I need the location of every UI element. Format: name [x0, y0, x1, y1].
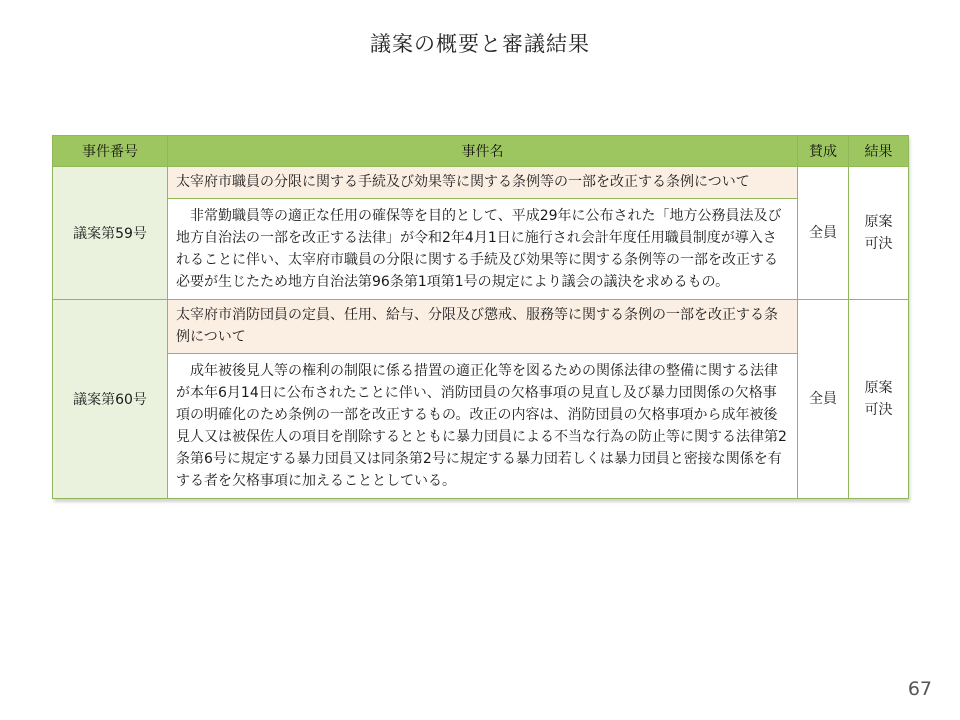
bill-title-cell: 太宰府市職員の分限に関する手続及び効果等に関する条例等の一部を改正する条例について	[168, 167, 798, 199]
bill-summary-cell: 成年被後見人等の権利の制限に係る措置の適正化等を図るための関係法律の整備に関する法律が本年6月14日に公布されたことに伴い、消防団員の欠格事項の見直し及び暴力団関係の欠格事項の明確化のため条例の一部を改正するもの。改正の内容は、消防団員の欠格事項から成年被後見人又は被保佐人の項目を削除するとともに暴力団員による不当な行為の防止等に関する法律第2条第6号に規定する暴力団員又は同条第2号に規定する暴力団若しくは暴力団員と密接な関係を有する者を欠格事項に加えることとしている。	[168, 354, 798, 499]
header-bill-name: 事件名	[168, 136, 798, 167]
table-row	[53, 199, 909, 300]
header-result: 結果	[849, 136, 909, 167]
result-text: 原案可決	[864, 214, 893, 252]
results-table-container	[52, 135, 908, 499]
vote-cell: 全員	[798, 167, 849, 300]
header-bill-no: 事件番号	[53, 136, 168, 167]
result-cell	[849, 300, 909, 499]
bill-number-cell: 議案第60号	[53, 300, 168, 499]
bill-number-cell: 議案第59号	[53, 167, 168, 300]
result-text: 原案可決	[864, 380, 893, 418]
table-header-row	[53, 136, 909, 167]
table-row	[53, 300, 909, 354]
bill-title-cell: 太宰府市消防団員の定員、任用、給与、分限及び懲戒、服務等に関する条例の一部を改正する条例について	[168, 300, 798, 354]
vote-cell: 全員	[798, 300, 849, 499]
header-vote: 賛成	[798, 136, 849, 167]
page-number: 67	[907, 678, 932, 700]
bill-summary-cell: 非常勤職員等の適正な任用の確保等を目的として、平成29年に公布された「地方公務員法及び地方自治法の一部を改正する法律」が令和2年4月1日に施行され会計年度任用職員制度が導入されることに伴い、太宰府市職員の分限に関する手続及び効果等に関する条例等の一部を改正する必要が生じたため地方自治法第96条第1項第1号の規定により議会の議決を求めるもの。	[168, 199, 798, 300]
results-table	[52, 135, 909, 499]
result-cell	[849, 167, 909, 300]
slide-title: 議案の概要と審議結果	[370, 32, 590, 56]
table-row	[53, 167, 909, 199]
table-row	[53, 354, 909, 499]
